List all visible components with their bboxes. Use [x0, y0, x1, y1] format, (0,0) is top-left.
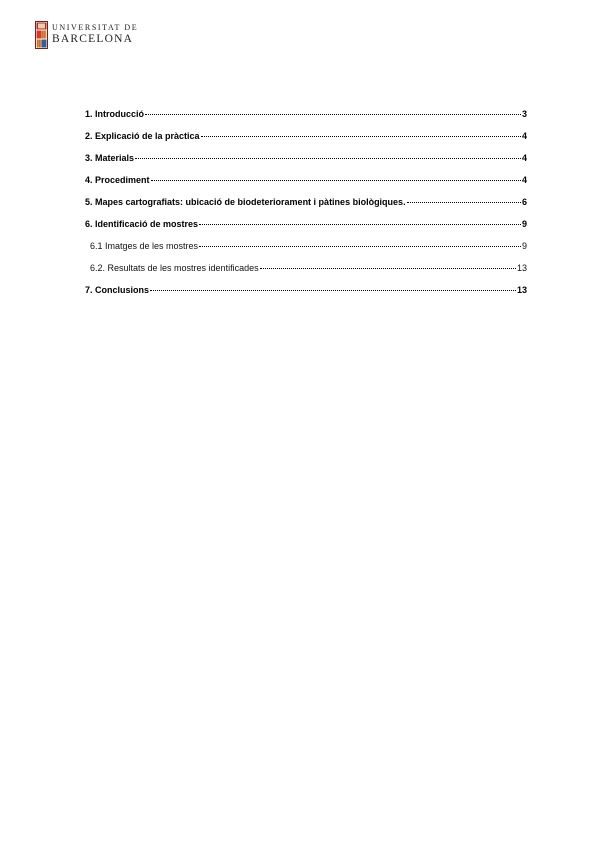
- toc-entry-page: 13: [516, 285, 527, 295]
- toc-entry-conclusions[interactable]: [85, 285, 527, 307]
- dot-leader: [407, 202, 521, 203]
- toc-entry-title: 5. Mapes cartografiats: ubicació de biodeteriorament i pàtines biològiques.: [85, 197, 406, 207]
- toc-entry-title: 7. Conclusions: [85, 285, 150, 295]
- toc-entry-title: 2. Explicació de la pràctica: [85, 131, 200, 141]
- dot-leader: [201, 136, 521, 137]
- toc-entry-imatges[interactable]: [85, 241, 527, 263]
- toc-entry-resultats[interactable]: [85, 263, 527, 285]
- toc-entry-explicacio[interactable]: [85, 131, 527, 153]
- toc-entry-identificacio[interactable]: [85, 219, 527, 241]
- toc-entry-page: 3: [521, 109, 527, 119]
- toc-entry-title: 1. Introducció: [85, 109, 145, 119]
- toc-entry-page: 4: [521, 131, 527, 141]
- toc-entry-mapes[interactable]: [85, 197, 527, 219]
- toc-entry-page: 9: [521, 241, 527, 251]
- toc-entry-title: 6.1 Imatges de les mostres: [90, 241, 199, 251]
- dot-leader: [135, 158, 521, 159]
- toc-entry-materials[interactable]: [85, 153, 527, 175]
- logo-line-2: BARCELONA: [52, 33, 134, 46]
- logo-line-1: UNIVERSITAT DE: [52, 23, 139, 33]
- toc-entry-page: 4: [521, 153, 527, 163]
- toc-entry-page: 4: [521, 175, 527, 185]
- university-logo: [35, 20, 138, 50]
- toc-entry-title: 6. Identificació de mostres: [85, 219, 199, 229]
- university-crest-icon: [35, 21, 48, 49]
- dot-leader: [151, 180, 521, 181]
- dot-leader: [150, 290, 516, 291]
- dot-leader: [145, 114, 521, 115]
- toc-entry-page: 9: [521, 219, 527, 229]
- toc-entry-title: 4. Procediment: [85, 175, 150, 185]
- dot-leader: [260, 268, 516, 269]
- toc-entry-page: 13: [516, 263, 527, 273]
- toc-entry-page: 6: [521, 197, 527, 207]
- toc-entry-title: 6.2. Resultats de les mostres identificades: [90, 263, 259, 273]
- dot-leader: [199, 246, 521, 247]
- toc-entry-procediment[interactable]: [85, 175, 527, 197]
- toc-entry-title: 3. Materials: [85, 153, 135, 163]
- toc-entry-introduccio[interactable]: [85, 109, 527, 131]
- table-of-contents: [85, 109, 527, 307]
- dot-leader: [199, 224, 521, 225]
